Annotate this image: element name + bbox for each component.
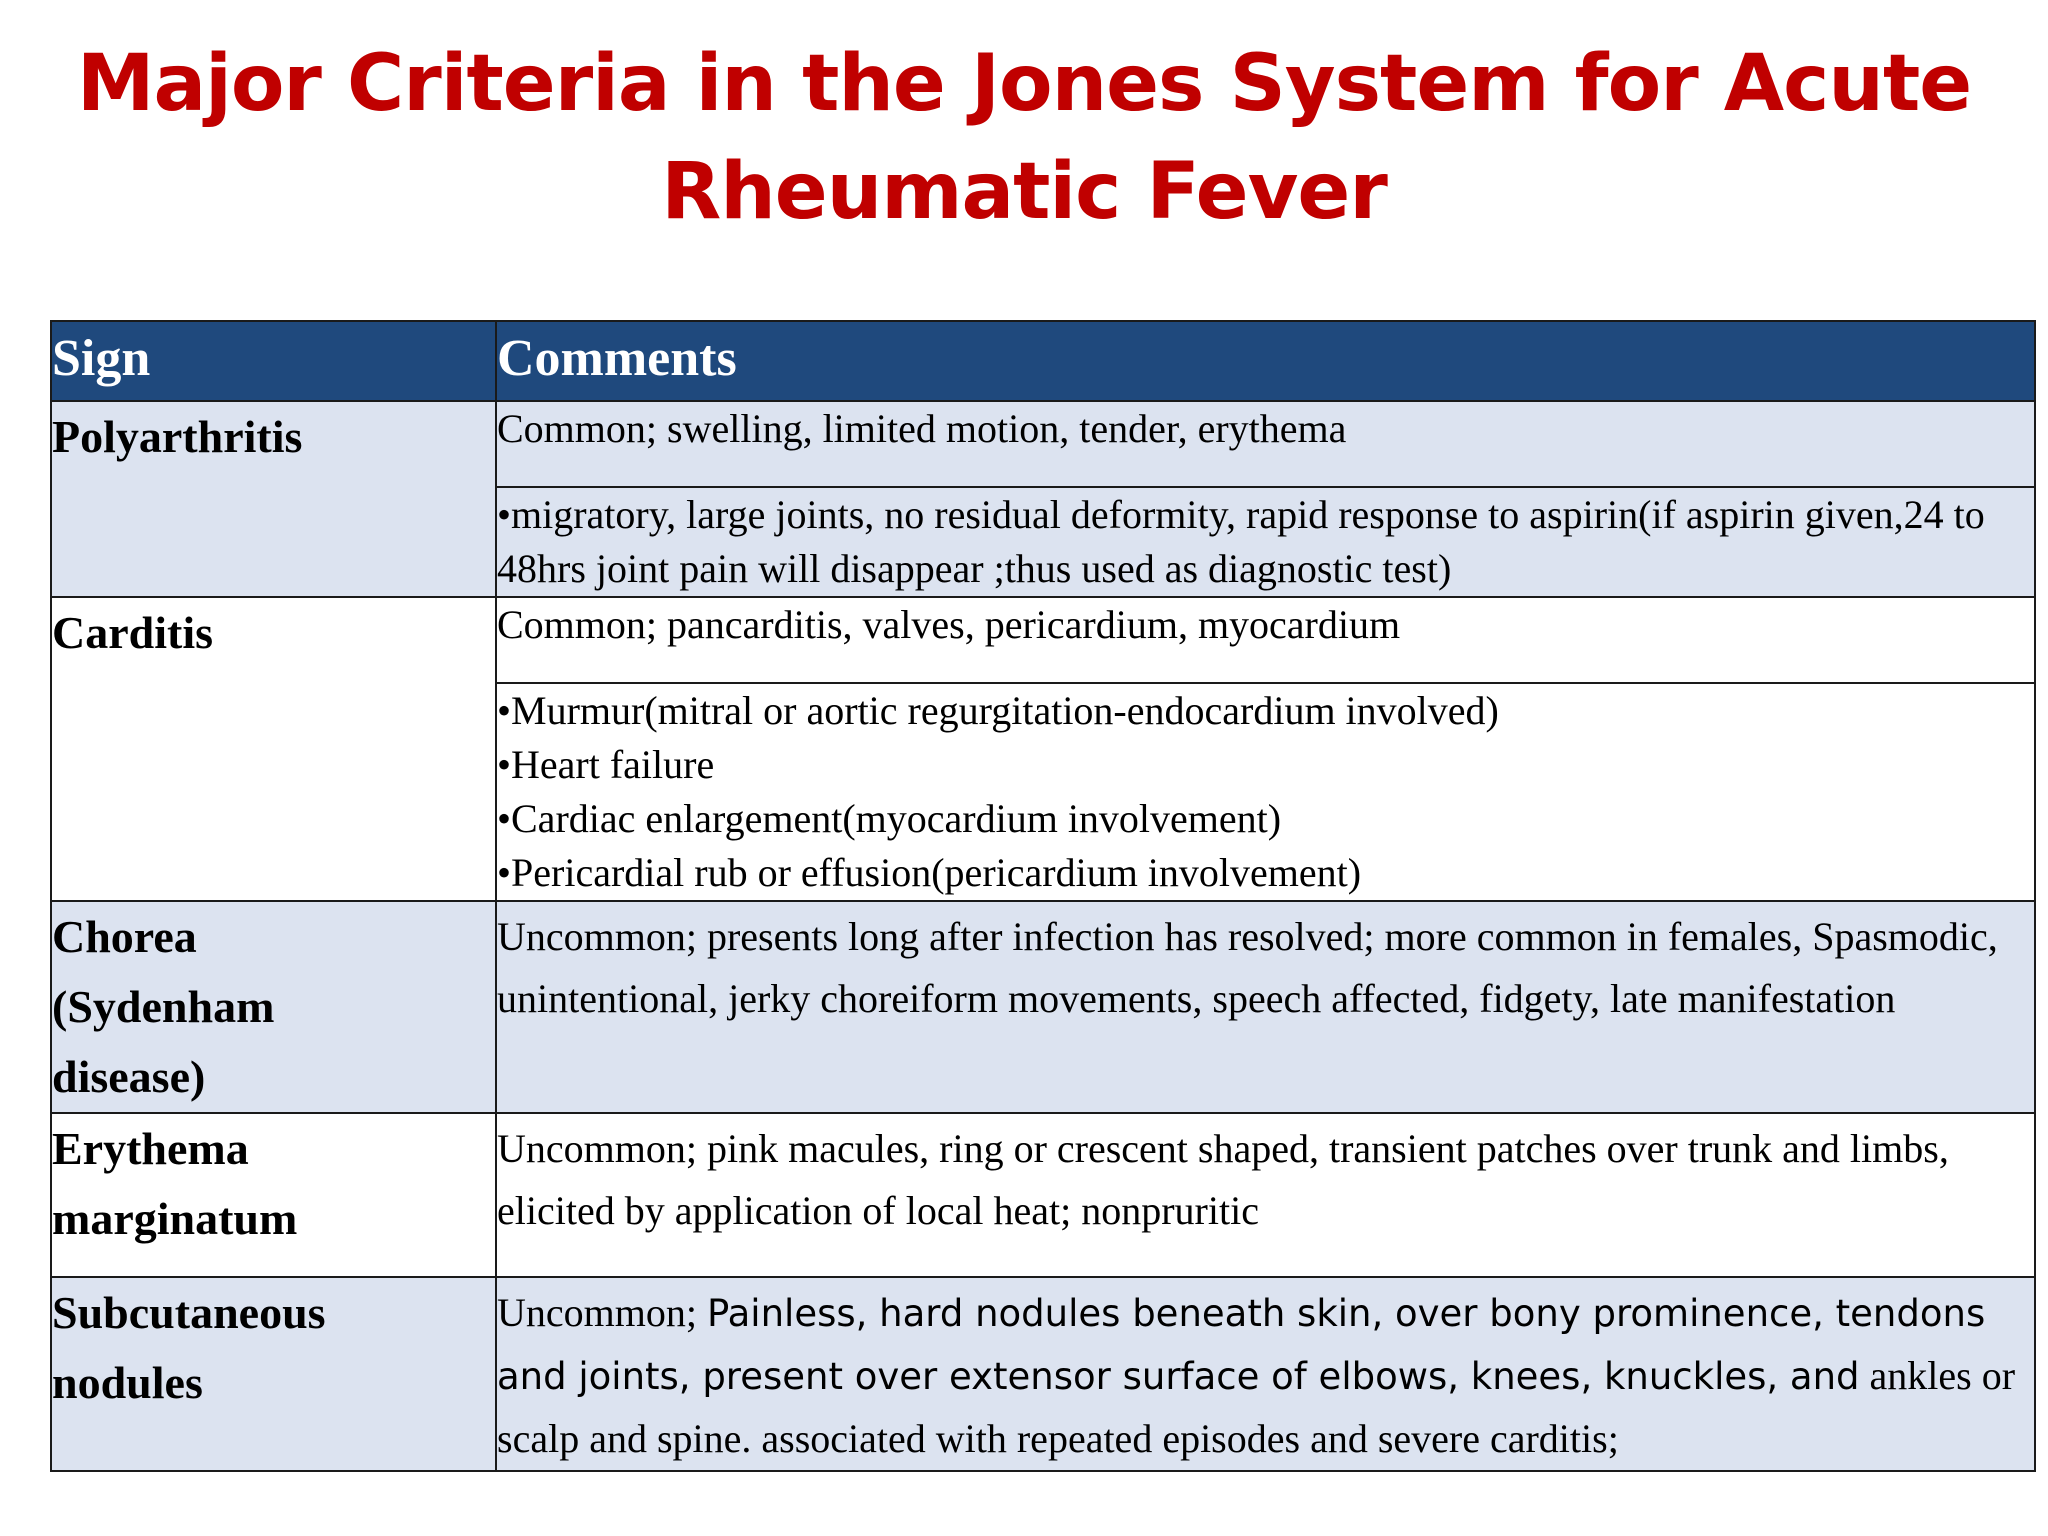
table-row [51,1277,2035,1471]
table-row [51,401,2035,487]
bullet-item: •Heart failure [497,742,715,787]
comment-cell [496,1277,2035,1471]
sign-line: (Sydenham [52,981,275,1032]
sign-cell [51,1113,496,1277]
header-comments: Comments [496,321,2035,401]
bullet-item: •Cardiac enlargement(myocardium involvement) [497,796,1282,841]
criteria-table [50,320,2036,1472]
comment-body: Painless, hard nodules beneath skin, over bony prominence, tendons and joints, present over extensor surface of elbows, knees, knuckles, and [497,1292,1986,1398]
table-row [51,1113,2035,1277]
sign-cell [51,1277,496,1471]
sign-line: Chorea [52,911,197,962]
comment-cell: •migratory, large joints, no residual deformity, rapid response to aspirin(if aspirin given,24 to 48hrs joint pain will disappear ;thus used as diagnostic test) [496,487,2035,597]
comment-cell: Uncommon; presents long after infection has resolved; more common in females, Spasmodic, unintentional, jerky choreiform movements, speech affected, fidgety, late manifestation [496,901,2035,1113]
header-sign: Sign [51,321,496,401]
comment-cell [496,683,2035,901]
comment-lead: Uncommon; [497,1290,707,1335]
table-row [51,597,2035,683]
bullet-item: •Murmur(mitral or aortic regurgitation-endocardium involved) [497,688,1499,733]
sign-cell: Polyarthritis [51,401,496,597]
bullet-item: •Pericardial rub or effusion(pericardium involvement) [497,850,1362,895]
title-line-1: Major Criteria in the Jones System for Acute [76,39,1972,129]
title-line-2: Rheumatic Fever [661,147,1387,237]
table-row [51,901,2035,1113]
sign-cell: Carditis [51,597,496,901]
comment-cell: Uncommon; pink macules, ring or crescent shaped, transient patches over trunk and limbs, elicited by application of local heat; nonpruritic [496,1113,2035,1277]
comment-cell: Common; swelling, limited motion, tender, erythema [496,401,2035,487]
comment-cell: Common; pancarditis, valves, pericardium, myocardium [496,597,2035,683]
slide-title [0,30,2048,246]
table-header-row [51,321,2035,401]
sign-line: Subcutaneous [52,1287,326,1338]
comment-tail: ankles or scalp and spine. associated with repeated episodes and severe carditis; [497,1353,2016,1461]
sign-line: marginatum [52,1193,298,1244]
sign-line: Erythema [52,1123,249,1174]
sign-cell [51,901,496,1113]
sign-line: nodules [52,1357,203,1408]
sign-line: disease) [52,1051,206,1102]
